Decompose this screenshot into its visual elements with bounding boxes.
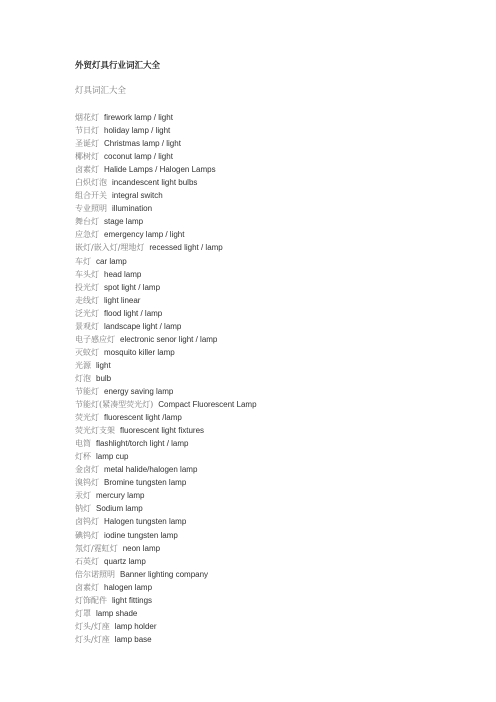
term-chinese: 嵌灯/嵌入灯/埋地灯 (75, 243, 145, 253)
term-row (75, 241, 257, 254)
term-chinese: 节能灯(紧凑型荧光灯) (75, 400, 154, 410)
term-chinese: 光源 (75, 360, 91, 370)
term-english: fluorescent light /lamp (104, 413, 182, 423)
term-english: fluorescent light fixtures (120, 426, 205, 436)
term-english: lamp base (114, 634, 152, 644)
term-row (75, 124, 257, 137)
term-chinese: 灯杯 (75, 452, 91, 462)
term-row (75, 359, 257, 372)
document-title: 外贸灯具行业词汇大全 (75, 61, 161, 71)
term-row (75, 542, 257, 555)
term-english: head lamp (104, 269, 142, 279)
term-chinese: 灯泡 (75, 373, 91, 383)
term-row (75, 633, 257, 646)
term-english: flashlight/torch light / lamp (96, 439, 189, 449)
term-english: lamp holder (114, 621, 157, 631)
term-chinese: 氖灯/霓虹灯 (75, 543, 118, 553)
term-row (75, 176, 257, 189)
term-english: Halide Lamps / Halogen Lamps (104, 165, 216, 175)
term-chinese: 倍尔诺照明 (75, 569, 115, 579)
term-chinese: 钠灯 (75, 504, 91, 514)
term-english: quartz lamp (104, 556, 146, 566)
term-english: firework lamp / light (104, 113, 173, 122)
term-row (75, 268, 257, 281)
term-english: Christmas lamp / light (104, 139, 181, 149)
term-english: holiday lamp / light (104, 126, 171, 136)
term-row (75, 437, 257, 450)
term-chinese: 灯饰配件 (75, 595, 107, 605)
term-chinese: 碘钨灯 (75, 530, 99, 540)
term-chinese: 荧光灯 (75, 413, 99, 423)
term-english: landscape light / lamp (104, 321, 182, 331)
term-chinese: 舞台灯 (75, 217, 99, 227)
term-row (75, 385, 257, 398)
term-chinese: 溴钨灯 (75, 478, 99, 488)
term-english: lamp shade (96, 608, 138, 618)
term-row (75, 568, 257, 581)
term-row (75, 620, 257, 633)
term-chinese: 走线灯 (75, 295, 99, 305)
term-chinese: 烟花灯 (75, 113, 99, 122)
term-english: halogen lamp (104, 582, 153, 592)
term-row (75, 189, 257, 202)
term-english: light linear (104, 295, 141, 305)
term-row (75, 594, 257, 607)
term-english: coconut lamp / light (104, 152, 173, 162)
term-english: flood light / lamp (104, 308, 163, 318)
term-chinese: 汞灯 (75, 491, 91, 501)
term-chinese: 车头灯 (75, 269, 99, 279)
term-chinese: 灯罩 (75, 608, 91, 618)
term-row (75, 463, 257, 476)
term-english: integral switch (112, 191, 163, 201)
term-chinese: 白炽灯泡 (75, 178, 107, 188)
term-chinese: 应急灯 (75, 230, 99, 240)
term-english: neon lamp (122, 543, 161, 553)
term-chinese: 景观灯 (75, 321, 99, 331)
term-row (75, 294, 257, 307)
term-row (75, 281, 257, 294)
term-row (75, 346, 257, 359)
term-row (75, 450, 257, 463)
term-chinese: 灯头/灯座 (75, 634, 110, 644)
term-row (75, 202, 257, 215)
term-chinese: 泛光灯 (75, 308, 99, 318)
term-chinese: 金卤灯 (75, 465, 99, 475)
term-english: mosquito killer lamp (104, 347, 175, 357)
section-heading: 灯具词汇大全 (75, 86, 127, 96)
term-list (75, 111, 257, 646)
term-row (75, 489, 257, 502)
term-english: energy saving lamp (104, 386, 174, 396)
term-row (75, 215, 257, 228)
term-row (75, 255, 257, 268)
term-chinese: 荧光灯支架 (75, 426, 115, 436)
term-english: mercury lamp (96, 491, 145, 501)
term-chinese: 卤素灯 (75, 582, 99, 592)
term-english: spot light / lamp (104, 282, 161, 292)
term-chinese: 卤素灯 (75, 165, 99, 175)
term-english: lamp cup (96, 452, 129, 462)
term-english: Halogen tungsten lamp (104, 517, 187, 527)
term-row (75, 228, 257, 241)
term-english: light (96, 360, 111, 370)
term-row (75, 476, 257, 489)
term-english: Bromine tungsten lamp (104, 478, 187, 488)
term-english: incandescent light bulbs (112, 178, 198, 188)
term-english: illumination (112, 204, 153, 214)
term-row (75, 372, 257, 385)
term-english: Sodium lamp (96, 504, 143, 514)
term-row (75, 555, 257, 568)
term-row (75, 320, 257, 333)
term-row (75, 529, 257, 542)
term-chinese: 卤钨灯 (75, 517, 99, 527)
term-row (75, 333, 257, 346)
term-row (75, 307, 257, 320)
term-chinese: 椰树灯 (75, 152, 99, 162)
term-row (75, 607, 257, 620)
term-row (75, 150, 257, 163)
term-row (75, 137, 257, 150)
term-chinese: 组合开关 (75, 191, 107, 201)
term-english: electronic senor light / lamp (120, 334, 218, 344)
term-chinese: 石英灯 (75, 556, 99, 566)
term-english: Compact Fluorescent Lamp (158, 400, 257, 410)
term-chinese: 投光灯 (75, 282, 99, 292)
term-row (75, 502, 257, 515)
term-chinese: 专业照明 (75, 204, 107, 214)
term-english: bulb (96, 373, 112, 383)
term-english: iodine tungsten lamp (104, 530, 178, 540)
term-english: light fittings (112, 595, 153, 605)
term-english: metal halide/halogen lamp (104, 465, 198, 475)
term-row (75, 411, 257, 424)
term-chinese: 电筒 (75, 439, 91, 449)
term-row (75, 111, 257, 124)
term-english: car lamp (96, 256, 127, 266)
term-chinese: 节日灯 (75, 126, 99, 136)
term-chinese: 灯头/灯座 (75, 621, 110, 631)
term-english: Banner lighting company (120, 569, 209, 579)
term-english: emergency lamp / light (104, 230, 185, 240)
term-english: recessed light / lamp (149, 243, 223, 253)
term-row (75, 515, 257, 528)
term-chinese: 灭蚊灯 (75, 347, 99, 357)
term-row (75, 398, 257, 411)
term-chinese: 节能灯 (75, 386, 99, 396)
term-row (75, 163, 257, 176)
term-english: stage lamp (104, 217, 144, 227)
term-chinese: 车灯 (75, 256, 91, 266)
term-row (75, 424, 257, 437)
term-chinese: 圣诞灯 (75, 139, 99, 149)
term-row (75, 581, 257, 594)
term-chinese: 电子感应灯 (75, 334, 115, 344)
